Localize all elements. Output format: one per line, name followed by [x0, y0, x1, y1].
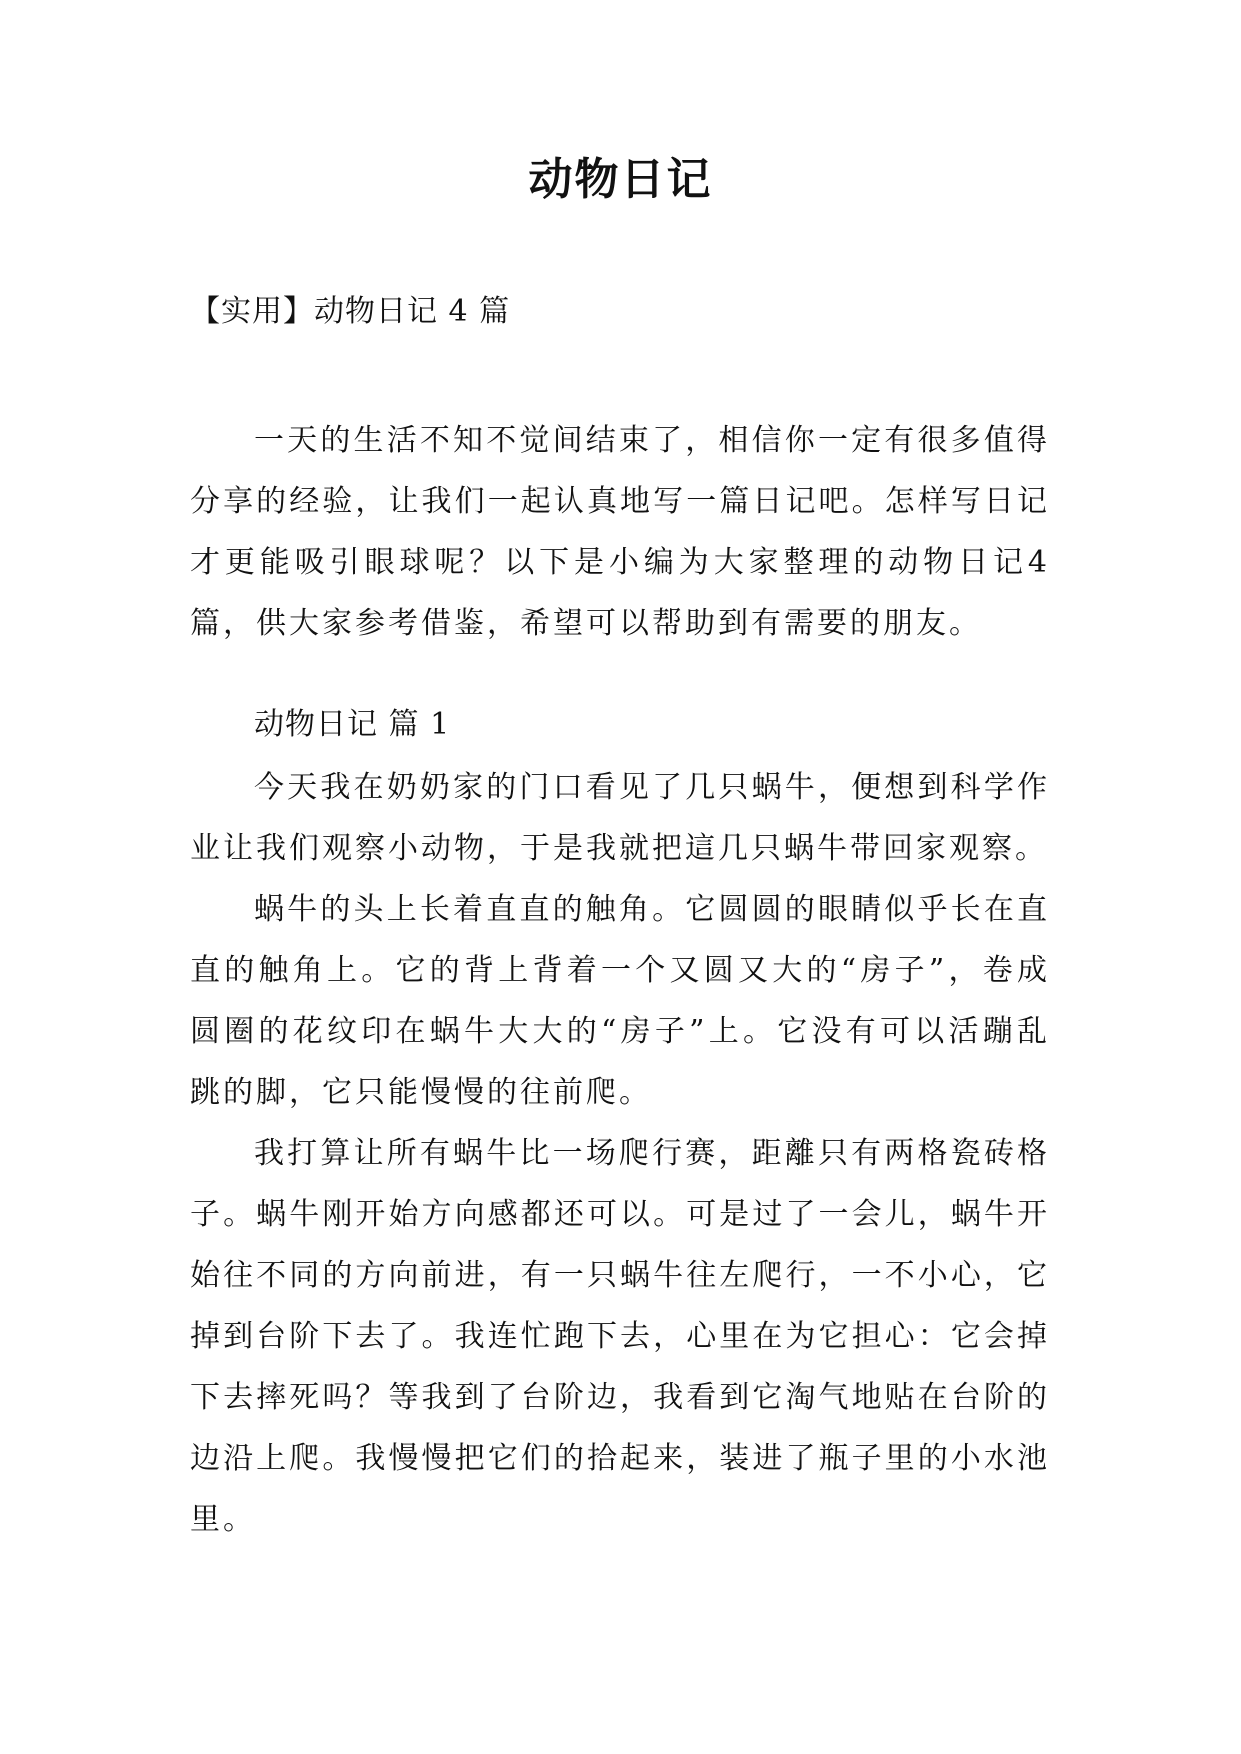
- document-title: 动物日记: [528, 154, 713, 205]
- section-1-paragraph-1: 今天我在奶奶家的门口看见了几只蜗牛，便想到科学作业让我们观察小动物，于是我就把這几只蜗牛带回家观察。: [190, 770, 1050, 866]
- intro-paragraph: 一天的生活不知不觉间结束了，相信你一定有很多值得分享的经验，让我们一起认真地写一篇日记吧。怎样写日记才更能吸引眼球呢？以下是小编为大家整理的动物日记4篇，供大家参考借鉴，希望可以帮助到有需要的朋友。: [190, 423, 1050, 641]
- section-1-heading: 动物日记 篇 1: [254, 707, 451, 742]
- section-1-body: [190, 757, 1050, 1550]
- intro-block: [190, 410, 1050, 654]
- document-subtitle: 【实用】动物日记 4 篇: [190, 294, 511, 329]
- section-1: [190, 697, 1050, 1550]
- section-1-paragraph-3: 我打算让所有蜗牛比一场爬行赛，距離只有两格瓷砖格子。蜗牛刚开始方向感都还可以。可是过了一会儿，蜗牛开始往不同的方向前进，有一只蜗牛往左爬行，一不小心，它掉到台阶下去了。我连忙跑下去，心里在为它担心：它会掉下去摔死吗？等我到了台阶边，我看到它淘气地贴在台阶的边沿上爬。我慢慢把它们的拾起来，装进了瓶子里的小水池里。: [190, 1136, 1050, 1537]
- section-1-paragraph-2: 蜗牛的头上长着直直的触角。它圆圆的眼睛似乎长在直直的触角上。它的背上背着一个又圆又大的“房子”，卷成圆圈的花纹印在蜗牛大大的“房子”上。它没有可以活蹦乱跳的脚，它只能慢慢的往前爬。: [190, 892, 1050, 1110]
